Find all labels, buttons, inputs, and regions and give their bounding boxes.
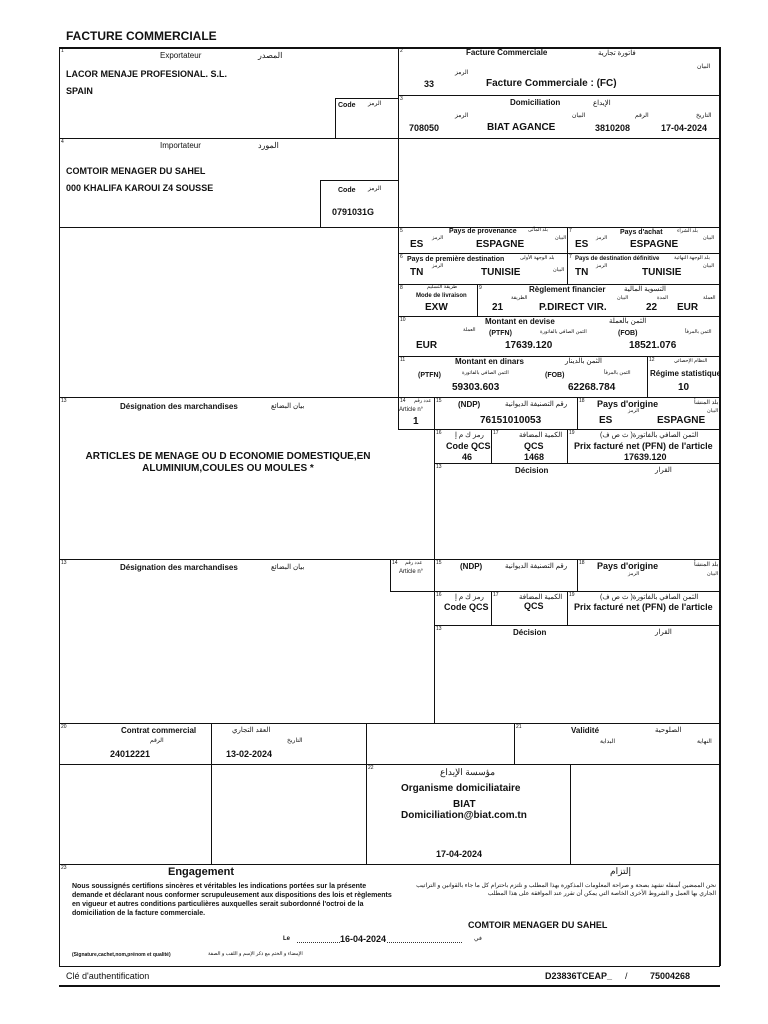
box-number: 5 (400, 228, 403, 234)
fob-label-ar: الثمن بالمرفأ (685, 329, 712, 335)
domiciliation-label: Domiciliation (510, 98, 561, 107)
code-label-ar: الرمز (628, 571, 640, 577)
box-number: 18 (579, 398, 585, 404)
box-number: 7 (569, 228, 572, 234)
code-label-ar: الرمز (455, 70, 469, 76)
box-number: 15 (436, 560, 442, 566)
libelle-label-ar: البيان (555, 235, 567, 241)
date-prefix-ar: في (474, 936, 482, 942)
article-number: 1 (413, 416, 419, 427)
engagement-title: Engagement (168, 866, 235, 878)
box-number: 16 (436, 592, 442, 598)
exporter-label: Exportateur (160, 51, 202, 60)
contract-label: Contrat commercial (121, 726, 197, 735)
qcs-label-ar: الكمية المضافة (519, 594, 563, 601)
importer-name: COMTOIR MENAGER DU SAHEL (66, 166, 206, 176)
amount-dinars-label: Montant en dinars (455, 357, 524, 366)
box-number: 14 (392, 560, 398, 566)
final-destination-country: TUNISIE (642, 267, 682, 278)
numero-label-ar: الرقم (150, 738, 164, 744)
importer-code-label-ar: الرمز (368, 186, 382, 192)
article-label: Article n° (399, 407, 424, 413)
box-number: 3 (400, 96, 403, 102)
amount-currency-code: EUR (416, 340, 438, 351)
qcs-code-label: Code QCS (446, 441, 491, 451)
qcs-label: QCS (524, 441, 544, 451)
invoice-type-value: Facture Commerciale : (FC) (486, 78, 617, 89)
importer-code: 0791031G (332, 207, 375, 217)
purchase-country: ESPAGNE (630, 239, 679, 250)
box-number: 13 (436, 626, 442, 632)
statistical-regime-label-ar: النظام الإحصائي (674, 358, 708, 364)
box-number: 16 (436, 430, 442, 436)
duration-label-ar: المدة (657, 295, 669, 301)
dinars-ptfn: 59303.603 (452, 382, 500, 393)
code-label-ar: الرمز (455, 113, 469, 119)
bank-date: 17-04-2024 (436, 849, 483, 859)
first-destination-label: Pays de première destination (407, 256, 505, 263)
box-number: 10 (400, 317, 406, 323)
amount-ptfn: 17639.120 (505, 340, 553, 351)
box-number: 21 (516, 724, 522, 730)
delivery-mode-value: EXW (425, 302, 448, 313)
ndp-label-ar: رقم التصنيفة الديوانية (505, 401, 568, 408)
exporter-code-label: Code (338, 102, 356, 109)
box-number: 12 (649, 357, 655, 363)
currency-label-ar: العملة (463, 327, 476, 333)
fob-label: (FOB) (618, 330, 638, 337)
libelle-label-ar: البيان (617, 295, 629, 301)
signature-label: (Signature,cachet,nom,prénom et qualité) (72, 952, 171, 958)
box-number: 14 (400, 398, 406, 404)
qcs-label-ar: الكمية المضافة (519, 432, 563, 439)
authentication-separator: / (625, 971, 628, 981)
goods-description: ARTICLES DE MENAGE OU D ECONOMIE DOMESTIQUE,EN ALUMINIUM,COULES OU MOULES * (85, 451, 371, 474)
first-destination-code: TN (410, 267, 424, 278)
ptfn-label: (PTFN) (489, 330, 512, 337)
libelle-label-ar: البيان (553, 267, 565, 273)
box-number: 9 (479, 285, 482, 291)
box-number: 22 (368, 765, 374, 771)
decision-label: Décision (515, 466, 549, 475)
amount-currency-label-ar: الثمن بالعملة (609, 318, 647, 325)
authentication-key-label: Clé d'authentification (66, 971, 150, 981)
origin-country: ESPAGNE (657, 415, 706, 426)
ndp-code: 76151010053 (480, 415, 542, 426)
qcs-code-label-ar: رمز ك م إ (455, 594, 484, 601)
box-number: 23 (61, 865, 67, 871)
final-destination-label-ar: بلد الوجهة النهائية (674, 255, 710, 261)
pfn-value: 17639.120 (624, 452, 667, 462)
libelle-label-ar: البيان (703, 263, 715, 269)
engagement-text-ar: نحن الممضين أسفله نشهد بصحة و صراحة المعلومات المذكورة بهذا المطلب و نلتزم باحترام كل ما جاء بالقوانين و التراتيب الجاري بها العمل و الشروط الأخرى الخاصة التي يمكن أن تقرر عند الموافقة على هذا المطلب (416, 883, 716, 897)
origin-label-ar: بلد المنشأ (694, 562, 719, 568)
statistical-regime-label: Régime statistique (650, 369, 722, 378)
origin-code: ES (599, 415, 613, 426)
box-number: 13 (436, 464, 442, 470)
exporter-label-ar: المصدر (258, 51, 283, 60)
libelle-label-ar: البيان (707, 571, 719, 577)
box-number: 4 (61, 139, 64, 145)
exporter-code-label-ar: الرمز (368, 101, 382, 107)
designation-label-ar: بيان البضائع (271, 403, 305, 410)
first-destination-label-ar: بلد الوجهة الأولى (520, 255, 555, 261)
box-number: 1 (61, 48, 64, 54)
payment-currency: EUR (677, 302, 699, 313)
box-number: 17 (493, 592, 499, 598)
engagement-date: 16-04-2024 (340, 934, 387, 944)
qcs-code-label: Code QCS (444, 602, 489, 612)
ndp-label-ar: رقم التصنيفة الديوانية (505, 563, 568, 570)
provenance-code: ES (410, 239, 424, 250)
box-number: 13 (61, 560, 67, 566)
ptfn-label: (PTFN) (418, 372, 441, 379)
signature-label-ar: الإمضاء و الختم مع ذكر الإسم و اللقب و الصفة (208, 951, 303, 957)
box-number: 19 (569, 430, 575, 436)
origin-label-ar: بلد المنشأ (694, 400, 719, 406)
first-destination-country: TUNISIE (481, 267, 521, 278)
page-title: FACTURE COMMERCIALE (66, 29, 217, 43)
final-destination-label: Pays de destination définitive (575, 256, 660, 262)
box-number: 19 (569, 592, 575, 598)
libelle-label-ar: البيان (703, 235, 715, 241)
dinars-fob: 62268.784 (568, 382, 616, 393)
domiciliation-date: 17-04-2024 (661, 123, 708, 133)
pfn-label-ar: الثمن الصافي بالفاتورة( ث ص ف) (600, 594, 699, 601)
qcs-value: 1468 (524, 452, 545, 462)
article-label-ar: عدد رقم (405, 560, 423, 566)
designation-label: Désignation des marchandises (120, 563, 238, 572)
domiciliation-code: 708050 (409, 123, 440, 133)
date-prefix: Le (283, 936, 291, 942)
exporter-country: SPAIN (66, 86, 93, 96)
provenance-country: ESPAGNE (476, 239, 525, 250)
qcs-label: QCS (524, 601, 544, 611)
payment-terms-label: Règlement financier (529, 285, 606, 294)
designation-label: Désignation des marchandises (120, 402, 238, 411)
payment-mode: 21 (492, 302, 504, 313)
fob-label-ar: الثمن بالمرفأ (604, 370, 631, 376)
box-number: 11 (400, 357, 406, 363)
libelle-label-ar: البيان (572, 113, 586, 119)
engagement-title-ar: إلتزام (610, 866, 631, 876)
signatory-company: COMTOIR MENAGER DU SAHEL (468, 920, 608, 930)
decision-label-ar: القرار (655, 629, 672, 636)
invoice-type-label-ar: فاتورة تجارية (598, 50, 636, 57)
pfn-label-ar: الثمن الصافي بالفاتورة( ث ص ف) (600, 432, 699, 439)
importer-address: 000 KHALIFA KAROUI Z4 SOUSSE (66, 183, 214, 193)
payment-libelle: P.DIRECT VIR. (539, 302, 607, 313)
numero-label-ar: الرقم (635, 113, 649, 119)
bank-name: BIAT (453, 799, 476, 810)
statistical-regime-value: 10 (678, 382, 690, 393)
contract-label-ar: العقد التجاري (232, 727, 271, 734)
bank-email: Domiciliation@biat.com.tn (401, 810, 527, 821)
purchase-country-code: ES (575, 239, 589, 250)
pfn-label: Prix facturé net (PFN) de l'article (574, 441, 713, 451)
box-number: 15 (436, 398, 442, 404)
purchase-country-label-ar: بلد الشراء (677, 228, 698, 234)
amount-dinars-label-ar: الثمن بالدينار (565, 358, 602, 365)
designation-label-ar: بيان البضائع (271, 564, 305, 571)
domiciliation-bank: BIAT AGANCE (487, 122, 556, 133)
provenance-label-ar: بلد المأتى (528, 227, 548, 233)
date-label-ar: التاريخ (287, 738, 303, 744)
end-label-ar: النهاية (697, 739, 712, 745)
decision-label: Décision (513, 628, 547, 637)
mode-label-ar: الطريقة (511, 295, 528, 301)
importer-label: Importateur (160, 141, 201, 150)
qcs-code-value: 46 (462, 452, 473, 462)
importer-label-ar: المورد (258, 141, 279, 150)
domiciliation-label-ar: الإيداع (593, 100, 611, 107)
authentication-reference: D23836TCEAP_ (545, 971, 613, 981)
article-label-ar: عدد رقم (414, 398, 432, 404)
amount-fob: 18521.076 (629, 340, 677, 351)
provenance-label: Pays de provenance (449, 228, 517, 235)
box-number: 7 (569, 254, 572, 260)
box-number: 8 (400, 285, 403, 291)
domiciliation-number: 3810208 (595, 123, 631, 133)
purchase-country-label: Pays d'achat (620, 229, 663, 236)
bank-label-ar: مؤسسة الإيداع (440, 767, 496, 777)
article-label: Article n° (399, 569, 424, 575)
code-label-ar: الرمز (432, 235, 444, 241)
engagement-text: Nous soussignés certifions sincères et véritables les indications portées sur la présente demande et déclarant nous conformer scrupuleusement aux dispositions des lois et règlements en vigueur et autres conditions particulières auxquelles serait subordonné l'octroi de la domiciliation de la facture commerciale. (72, 883, 392, 917)
ndp-label: (NDP) (458, 400, 481, 409)
decision-label-ar: القرار (655, 467, 672, 474)
ndp-label: (NDP) (460, 562, 483, 571)
code-label-ar: الرمز (596, 235, 608, 241)
authentication-number: 75004268 (650, 971, 691, 981)
validity-label-ar: الصلوحية (655, 727, 682, 734)
box-number: 17 (493, 430, 499, 436)
code-label-ar: الرمز (432, 263, 444, 269)
contract-date: 13-02-2024 (226, 749, 273, 759)
delivery-mode-label-ar: طريقة التسليم (427, 284, 458, 290)
importer-code-label: Code (338, 187, 356, 194)
payment-terms-label-ar: التسوية المالية (624, 286, 666, 293)
validity-label: Validité (571, 726, 600, 735)
libelle-label-ar: البيان (697, 64, 711, 70)
box-number: 2 (400, 48, 403, 54)
ptfn-label-ar: الثمن الصافي بالفاتورة (462, 370, 509, 376)
final-destination-code: TN (575, 267, 589, 278)
origin-label: Pays d'origine (597, 399, 659, 409)
box-number: 18 (579, 560, 585, 566)
fob-label: (FOB) (545, 372, 565, 379)
origin-label: Pays d'origine (597, 561, 659, 571)
amount-currency-label: Montant en devise (485, 317, 555, 326)
box-number: 6 (400, 254, 403, 260)
start-label-ar: البداية (600, 739, 616, 745)
currency-label-ar: العملة (703, 295, 716, 301)
exporter-name: LACOR MENAJE PROFESIONAL. S.L. (66, 69, 228, 79)
invoice-type-label: Facture Commerciale (466, 48, 548, 57)
invoice-code: 33 (424, 79, 435, 89)
code-label-ar: الرمز (628, 408, 640, 414)
code-label-ar: الرمز (596, 263, 608, 269)
box-number: 20 (61, 724, 67, 730)
contract-number: 24012221 (110, 749, 151, 759)
qcs-code-label-ar: رمز ك م إ (455, 432, 484, 439)
libelle-label-ar: البيان (707, 408, 719, 414)
ptfn-label-ar: الثمن الصافي بالفاتورة (540, 329, 587, 335)
payment-duration: 22 (646, 302, 658, 313)
pfn-label: Prix facturé net (PFN) de l'article (574, 602, 713, 612)
bank-label: Organisme domiciliataire (401, 783, 521, 794)
delivery-mode-label: Mode de livraison (416, 293, 467, 299)
box-number: 13 (61, 398, 67, 404)
date-label-ar: التاريخ (696, 113, 712, 119)
